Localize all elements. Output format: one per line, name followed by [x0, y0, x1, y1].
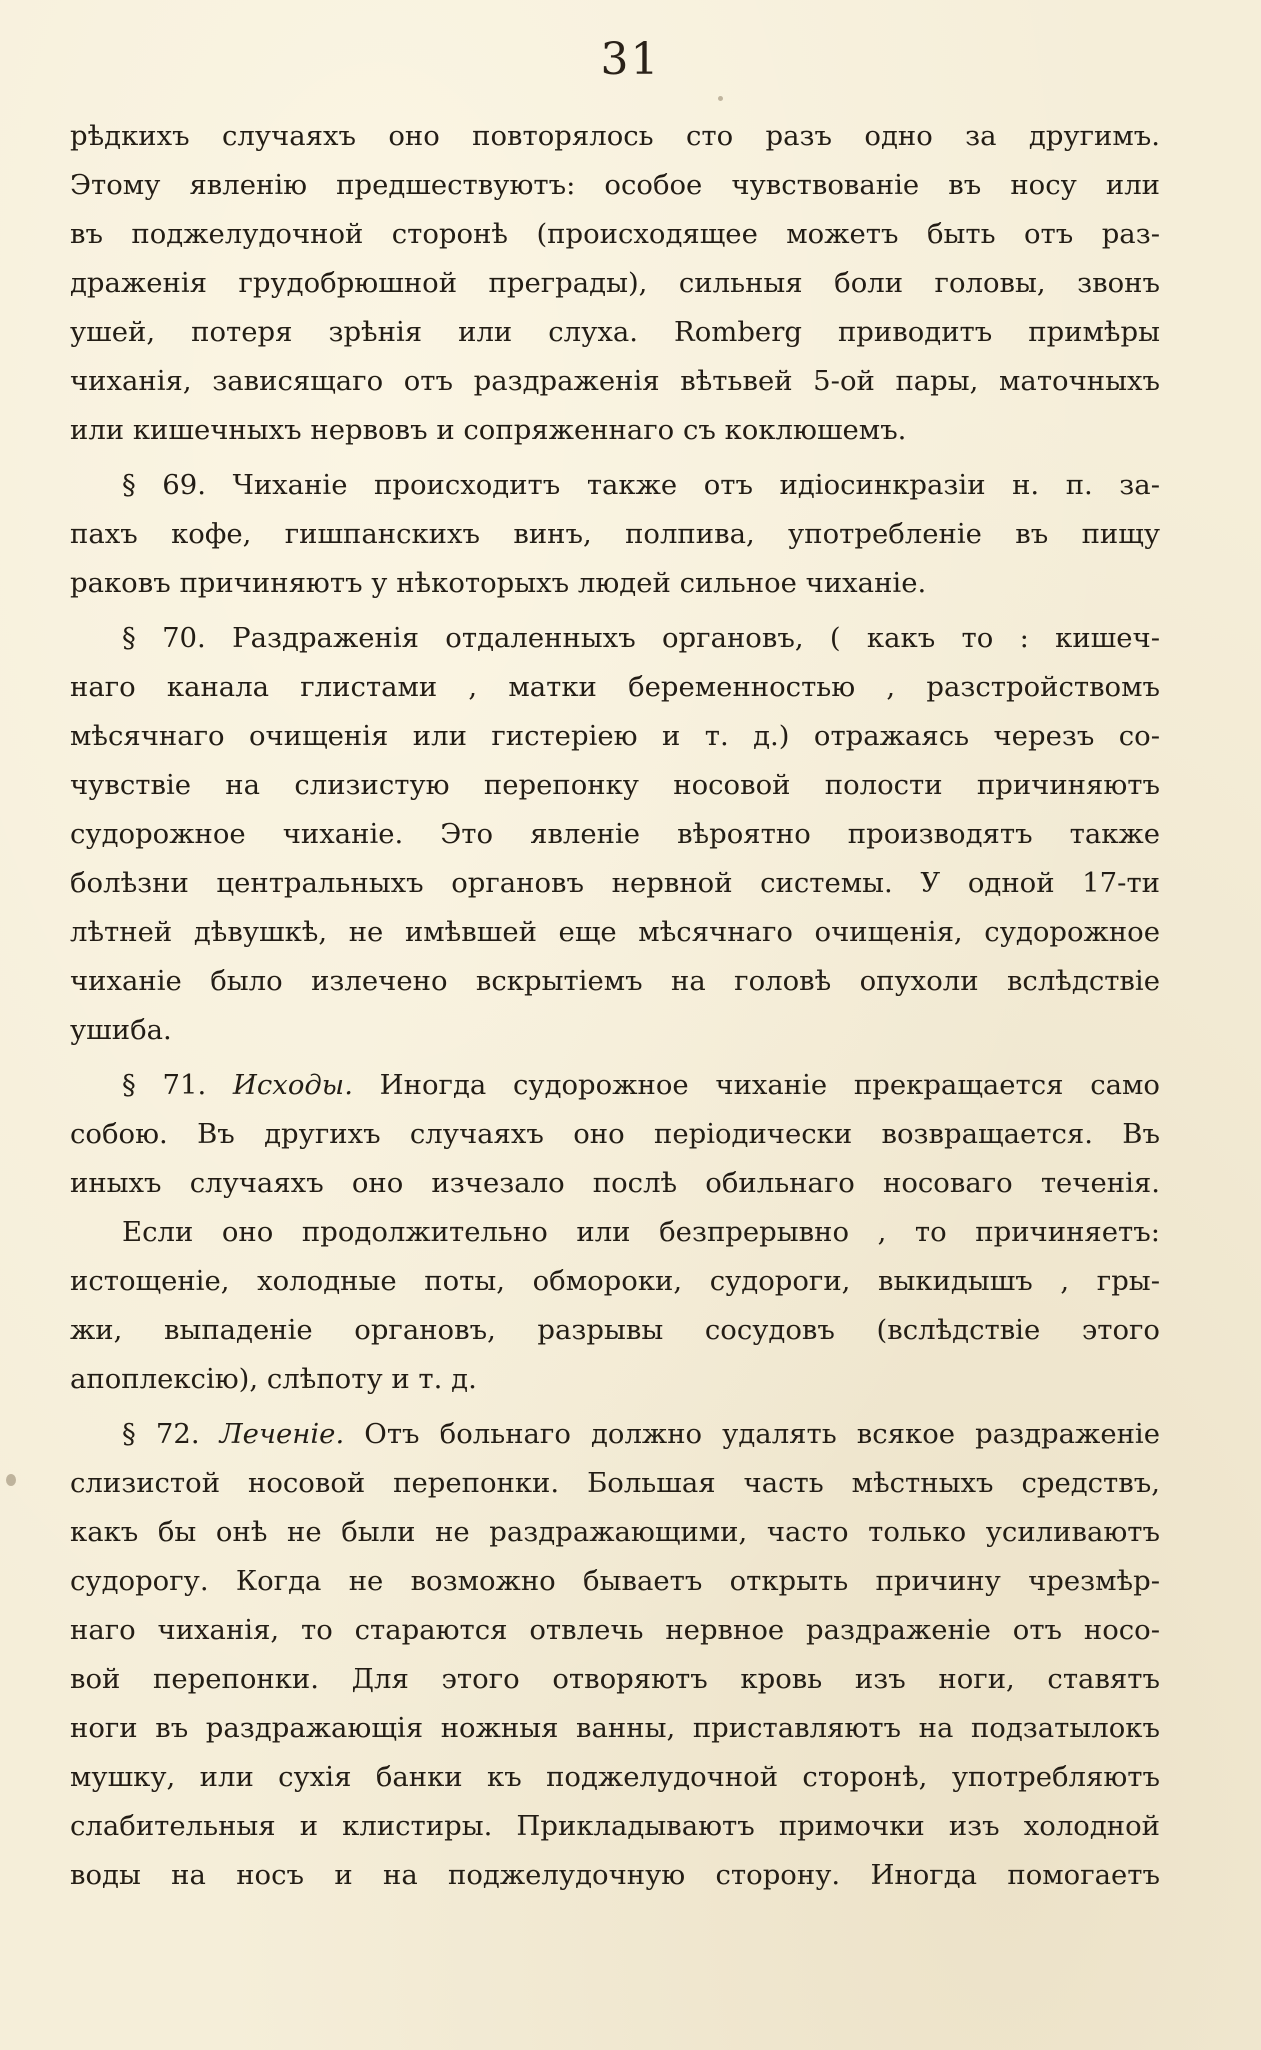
text-line: судорогу. Когда не возможно бываетъ открыть причину чрезмѣр- [70, 1565, 1160, 1597]
text-line: въ поджелудочной сторонѣ (происходящее можетъ быть отъ раз- [70, 218, 1160, 250]
text-line: истощеніе, холодные поты, обмороки, судороги, выкидышъ , гры- [70, 1265, 1160, 1297]
paragraph-section-69 [70, 461, 1160, 608]
text-line: чувствіе на слизистую перепонку носовой полости причиняютъ [70, 769, 1160, 801]
text-line: § 70. Раздраженія отдаленныхъ органовъ, ( какъ то : кишеч- [122, 622, 1160, 654]
text-line: ушиба. [70, 1014, 172, 1046]
text-line: апоплексію), слѣпоту и т. д. [70, 1363, 477, 1395]
paragraph-section-71-cont [70, 1208, 1160, 1404]
ink-spot-left [6, 1474, 16, 1486]
text-line: иныхъ случаяхъ оно изчезало послѣ обильнаго носоваго теченія. [70, 1167, 1160, 1199]
text-line: слабительныя и клистиры. Прикладываютъ примочки изъ холодной [70, 1810, 1160, 1842]
text-line: раковъ причиняютъ у нѣкоторыхъ людей сильное чиханіе. [70, 567, 927, 599]
paragraph-section-72 [70, 1410, 1160, 1900]
section-number: § 71. [122, 1069, 207, 1101]
text-line: наго чиханія, то стараются отвлечь нервное раздраженіе отъ носо- [70, 1614, 1160, 1646]
text-line: судорожное чиханіе. Это явленіе вѣроятно производятъ также [70, 818, 1160, 850]
text-line: вой перепонки. Для этого отворяютъ кровь изъ ноги, ставятъ [70, 1663, 1160, 1695]
text-line: ушей, потеря зрѣнія или слуха. Romberg приводитъ примѣры [70, 316, 1160, 348]
text-line: пахъ кофе, гишпанскихъ винъ, полпива, употребленіе въ пищу [70, 518, 1160, 550]
ink-spot-top [718, 96, 723, 101]
text-line: или кишечныхъ нервовъ и сопряженнаго съ коклюшемъ. [70, 414, 907, 446]
text-line: чиханіе было излечено вскрытіемъ на головѣ опухоли вслѣдствіе [70, 965, 1160, 997]
text-line: мушку, или сухія банки къ поджелудочной сторонѣ, употребляютъ [70, 1761, 1160, 1793]
text-line: наго канала глистами , матки беременностью , разстройствомъ [70, 671, 1160, 703]
text-line: чиханія, зависящаго отъ раздраженія вѣтьвей 5-ой пары, маточныхъ [70, 365, 1160, 397]
text-line: Этому явленію предшествуютъ: особое чувствованіе въ носу или [70, 169, 1160, 201]
text-line: драженія грудобрюшной преграды), сильныя боли головы, звонъ [70, 267, 1160, 299]
text-line: рѣдкихъ случаяхъ оно повторялось сто разъ одно за другимъ. [70, 120, 1160, 152]
paragraph-section-70 [70, 614, 1160, 1055]
text-line-heading [70, 1410, 1160, 1459]
text-line: ноги въ раздражающія ножныя ванны, приставляютъ на подзатылокъ [70, 1712, 1160, 1744]
text-line: § 69. Чиханіе происходитъ также отъ идіосинкразіи н. п. за- [122, 469, 1160, 501]
paragraph-section-71 [70, 1061, 1160, 1208]
section-heading: Леченіе. [219, 1418, 345, 1450]
text-line: жи, выпаденіе органовъ, разрывы сосудовъ (вслѣдствіе этого [70, 1314, 1160, 1346]
text-body [70, 112, 1160, 1900]
text-line: лѣтней дѣвушкѣ, не имѣвшей еще мѣсячнаго очищенія, судорожное [70, 916, 1160, 948]
page-number: 31 [600, 34, 661, 85]
text-line: мѣсячнаго очищенія или гистеріею и т. д.) отражаясь черезъ со- [70, 720, 1160, 752]
text-line: слизистой носовой перепонки. Большая часть мѣстныхъ средствъ, [70, 1467, 1160, 1499]
text-line-heading [70, 1061, 1160, 1110]
section-first-line: Иногда судорожное чиханіе прекращается само [379, 1069, 1160, 1101]
text-line: воды на носъ и на поджелудочную сторону. Иногда помогаетъ [70, 1859, 1160, 1891]
section-heading: Исходы. [232, 1069, 353, 1101]
text-line: болѣзни центральныхъ органовъ нервной системы. У одной 17-ти [70, 867, 1160, 899]
text-line: какъ бы онѣ не были не раздражающими, часто только усиливаютъ [70, 1516, 1160, 1548]
paragraph-continuation [70, 112, 1160, 455]
section-first-line: Отъ больнаго должно удалять всякое раздраженіе [364, 1418, 1161, 1450]
text-line: Если оно продолжительно или безпрерывно , то причиняетъ: [122, 1216, 1160, 1248]
text-line: собою. Въ другихъ случаяхъ оно періодически возвращается. Въ [70, 1118, 1160, 1150]
section-number: § 72. [122, 1418, 200, 1450]
